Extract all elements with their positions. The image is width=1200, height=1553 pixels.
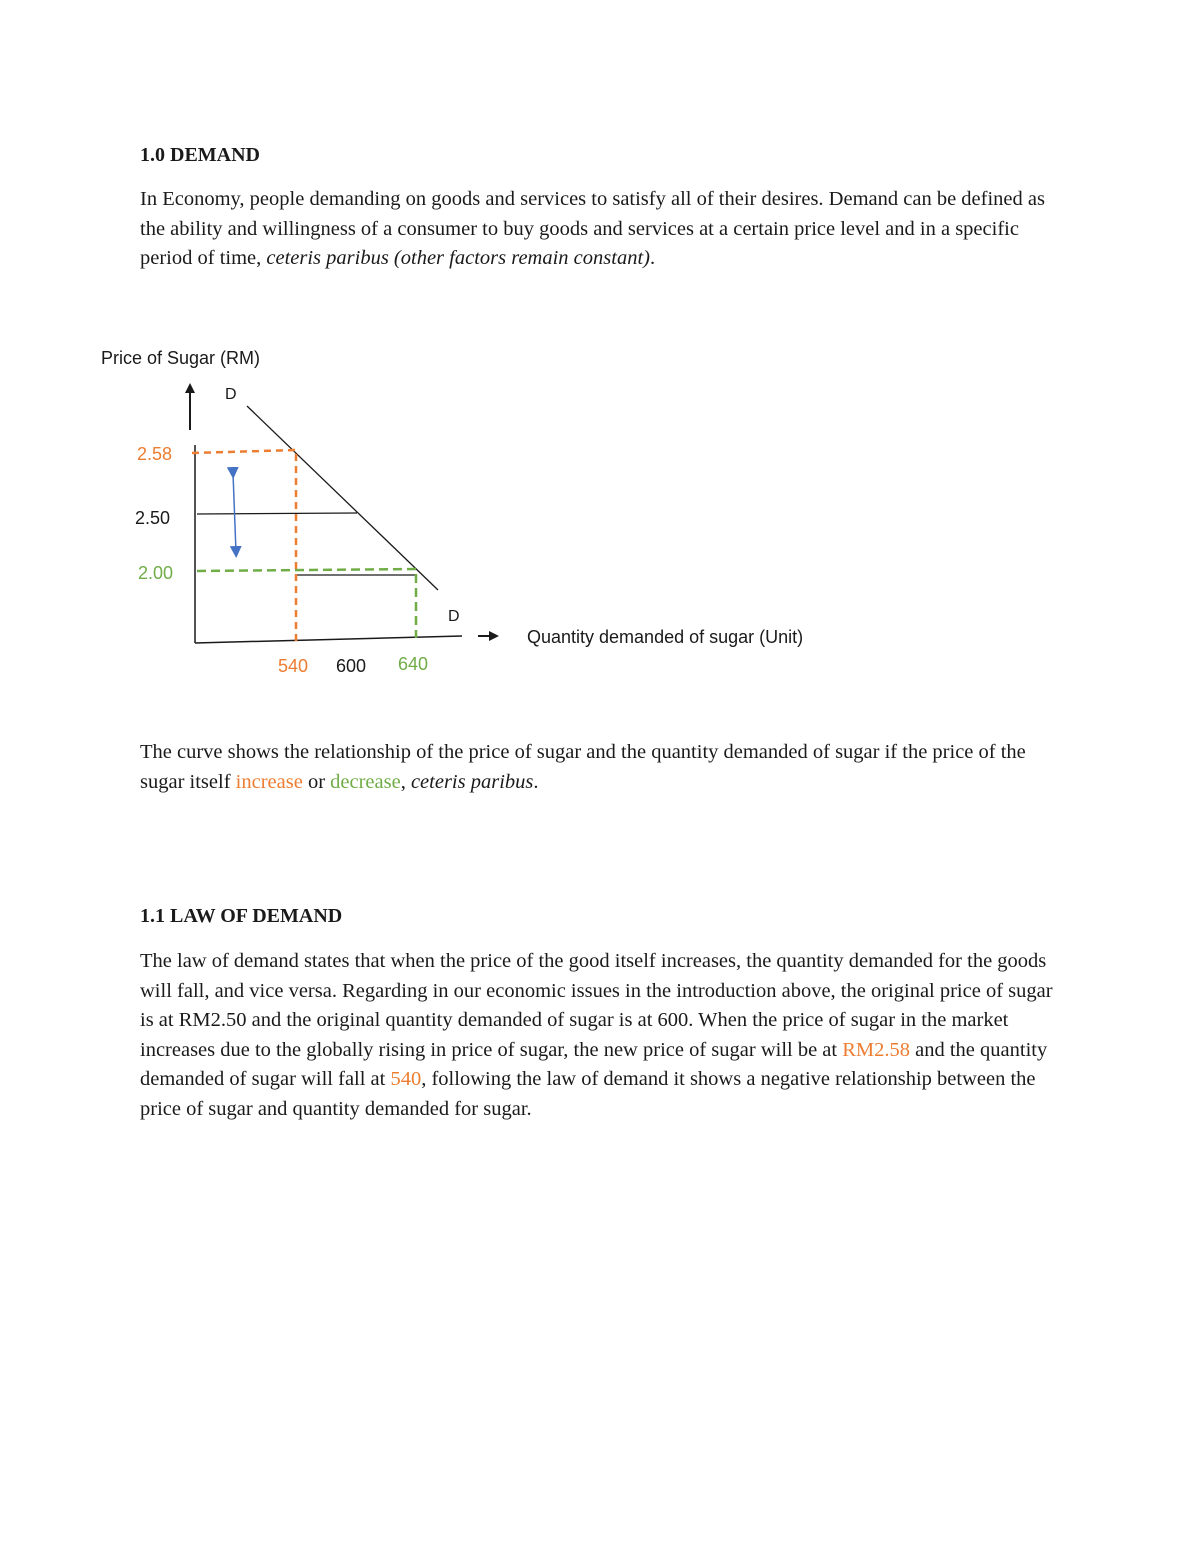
y-tick-2-00: 2.00 [138, 563, 174, 583]
x-tick-540: 540 [278, 656, 309, 676]
y-axis-label: Price of Sugar (RM) [101, 348, 261, 368]
decrease-word: decrease [330, 770, 401, 793]
increase-guide-dashed [192, 450, 296, 642]
law-of-demand-paragraph [140, 947, 1070, 1124]
curve-caption-text: The curve shows the relationship of the price of sugar and the quantity demanded of sugar if the price of the sugar itself [140, 741, 1026, 793]
decrease-guide-dashed [197, 569, 416, 638]
law-text-part1: The law of demand states that when the price of the good itself increases, the quantity demanded for the goods will fall, and vice versa. Regarding in our economic issues in the introduction above, the original price of sugar is at RM2.50 and the original quantity demanded of sugar is at 600. When the price of sugar in the market increases due to the globally rising in price of sugar, the new price of sugar will be at [140, 950, 1053, 1061]
or-word: or [302, 770, 331, 793]
price-250-guide [197, 513, 357, 514]
demand-curve-line [247, 406, 438, 590]
ceteris-paribus-caption: ceteris paribus [410, 770, 534, 793]
x-axis-label: Quantity demanded of sugar (Unit) [527, 627, 804, 647]
new-quantity-value: 540 [390, 1068, 422, 1090]
x-tick-640: 640 [398, 654, 429, 674]
comma: , [400, 770, 411, 793]
period: . [649, 247, 656, 269]
demand-definition-paragraph [140, 170, 1070, 274]
y-tick-2-50: 2.50 [135, 508, 171, 528]
demand-curve-label-bottom: D [448, 608, 460, 625]
demand-curve-label-top: D [225, 386, 237, 403]
demand-curve-chart [0, 330, 900, 690]
x-axis-line [195, 636, 462, 643]
section-heading-law-of-demand: 1.1 LAW OF DEMAND [140, 905, 343, 927]
section-heading-demand: 1.0 DEMAND [140, 144, 260, 166]
law-text-part2: and the quantity demanded of sugar will fall at [140, 1038, 1048, 1090]
y-tick-2-58: 2.58 [137, 444, 173, 464]
law-text-part3: , following the law of demand it shows a negative relationship between the price of sugar and quantity demanded for sugar. [140, 1068, 1036, 1120]
caption-period: . [533, 770, 539, 793]
new-price-value: RM2.58 [842, 1038, 911, 1061]
increase-word: increase [235, 770, 303, 793]
demand-definition-text: In Economy, people demanding on goods and services to satisfy all of their desires. Demand can be defined as the ability and willingness of a consumer to buy goods and services at a certain price level and in a specific period of time, [140, 188, 1045, 269]
curve-caption-paragraph [140, 738, 1070, 797]
x-tick-600: 600 [336, 656, 367, 676]
price-change-arrow [233, 473, 236, 552]
ceteris-paribus-italic: ceteris paribus (other factors remain constant) [266, 247, 650, 269]
